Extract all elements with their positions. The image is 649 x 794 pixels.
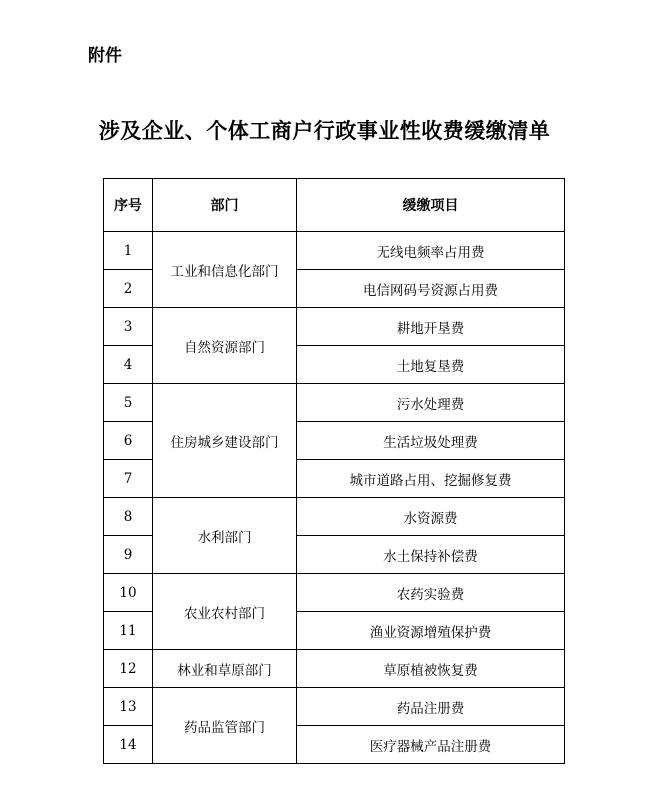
- fee-item: 城市道路占用、挖掘修复费: [297, 460, 565, 498]
- department-cell: 林业和草原部门: [153, 650, 297, 688]
- department-cell: 自然资源部门: [153, 308, 297, 384]
- table-row: [104, 498, 565, 536]
- row-number: 4: [104, 346, 153, 384]
- fee-item: 农药实验费: [297, 574, 565, 612]
- header-department: 部门: [153, 179, 297, 232]
- department-cell: 药品监管部门: [153, 688, 297, 764]
- attachment-label: 附件: [88, 46, 122, 66]
- table-row: [104, 308, 565, 346]
- department-cell: 农业农村部门: [153, 574, 297, 650]
- row-number: 6: [104, 422, 153, 460]
- row-number: 10: [104, 574, 153, 612]
- fee-item: 草原植被恢复费: [297, 650, 565, 688]
- table-row: [104, 232, 565, 270]
- header-item: 缓缴项目: [297, 179, 565, 232]
- row-number: 5: [104, 384, 153, 422]
- department-cell: 水利部门: [153, 498, 297, 574]
- fee-item: 医疗器械产品注册费: [297, 726, 565, 764]
- row-number: 13: [104, 688, 153, 726]
- row-number: 1: [104, 232, 153, 270]
- fee-item: 电信网码号资源占用费: [297, 270, 565, 308]
- fee-item: 污水处理费: [297, 384, 565, 422]
- fee-item: 水资源费: [297, 498, 565, 536]
- table-header-row: [104, 179, 565, 232]
- row-number: 14: [104, 726, 153, 764]
- department-cell: 住房城乡建设部门: [153, 384, 297, 498]
- fee-item: 药品注册费: [297, 688, 565, 726]
- fee-item: 无线电频率占用费: [297, 232, 565, 270]
- table-row: [104, 688, 565, 726]
- fee-item: 土地复垦费: [297, 346, 565, 384]
- header-number: 序号: [104, 179, 153, 232]
- table-row: [104, 574, 565, 612]
- document-title: 涉及企业、个体工商户行政事业性收费缓缴清单: [98, 119, 551, 143]
- department-cell: 工业和信息化部门: [153, 232, 297, 308]
- fee-deferral-table: [103, 178, 565, 764]
- row-number: 3: [104, 308, 153, 346]
- row-number: 9: [104, 536, 153, 574]
- row-number: 7: [104, 460, 153, 498]
- table-row: [104, 650, 565, 688]
- fee-item: 生活垃圾处理费: [297, 422, 565, 460]
- fee-item: 渔业资源增殖保护费: [297, 612, 565, 650]
- row-number: 12: [104, 650, 153, 688]
- table-row: [104, 384, 565, 422]
- fee-item: 耕地开垦费: [297, 308, 565, 346]
- row-number: 8: [104, 498, 153, 536]
- fee-item: 水土保持补偿费: [297, 536, 565, 574]
- row-number: 2: [104, 270, 153, 308]
- row-number: 11: [104, 612, 153, 650]
